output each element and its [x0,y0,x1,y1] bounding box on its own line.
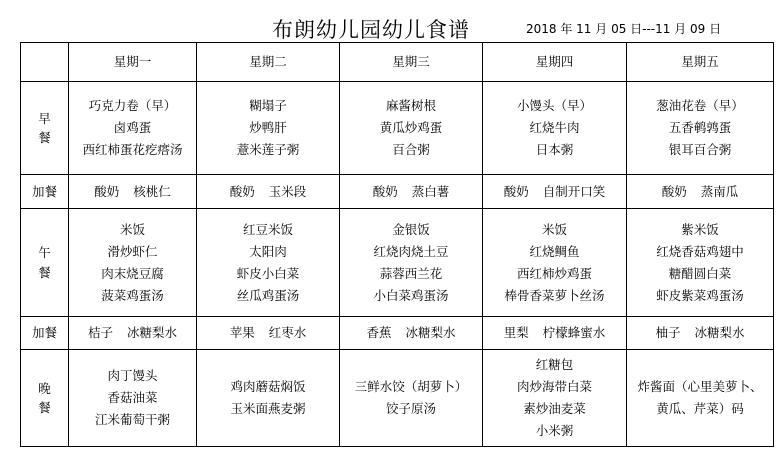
meal-row [21,82,774,175]
meal-label-cell [21,82,69,175]
meal-label: 加餐 [31,183,57,199]
menu-item: 黄瓜、芹菜）码 [656,401,744,416]
menu-item: 五香鹌鹑蛋 [668,120,732,135]
menu-item: 酸奶 [372,183,398,199]
menu-item: 银耳百合粥 [668,142,732,157]
menu-item: 饺子原汤 [385,401,436,416]
day-header: 星期三 [340,43,483,82]
menu-item: 卤鸡蛋 [113,120,152,135]
menu-item: 酸奶 [94,183,120,199]
menu-cell [483,82,627,175]
meal-label-cell [21,175,69,209]
menu-item: 麻酱树根 [385,98,436,113]
meal-label-cell [21,350,69,447]
menu-item: 虾皮紫菜鸡蛋汤 [656,287,744,303]
menu-cell [340,209,483,317]
menu-item: 蒸白薯 [411,183,450,199]
menu-item: 西红柿蛋花疙瘩汤 [82,142,183,157]
menu-table [20,42,774,447]
menu-item: 红豆米饭 [242,221,293,237]
menu-cell [627,209,774,317]
menu-cell [69,209,197,317]
menu-item: 鸡肉蘑菇焖饭 [230,379,306,394]
menu-item: 酸奶 [503,183,529,199]
date-range: 2018 年 11 月 05 日---11 月 09 日 [526,22,722,36]
menu-item: 红烧肉烧土豆 [373,243,449,259]
menu-cell [197,209,340,317]
menu-item: 香菇油菜 [107,390,158,405]
menu-item: 炸酱面（心里美萝卜、 [637,379,763,394]
menu-item: 玉米面燕麦粥 [230,401,306,416]
menu-item: 糖醋圆白菜 [668,265,732,281]
menu-cell [627,350,774,447]
menu-cell [197,350,340,447]
day-header: 星期一 [69,43,197,82]
menu-item: 柠檬蜂蜜水 [542,325,606,340]
menu-item: 紫米饭 [681,221,719,237]
menu-item: 小白菜鸡蛋汤 [373,287,449,303]
menu-cell [69,350,197,447]
menu-item: 小馒头（早） [516,98,592,113]
menu-item: 红枣水 [268,325,307,340]
menu-item: 里梨 [503,325,529,340]
menu-item: 薏米莲子粥 [236,142,300,157]
menu-item: 酸奶 [229,183,255,199]
menu-item: 冰糖梨水 [694,325,745,340]
menu-item: 虾皮小白菜 [236,265,300,281]
menu-cell [340,175,483,209]
menu-cell [483,317,627,350]
menu-cell [197,317,340,350]
menu-cell [69,175,197,209]
menu-item: 红烧香菇鸡翅中 [656,243,744,259]
meal-label: 午餐 [38,245,51,280]
menu-item: 三鲜水饺（胡萝卜） [354,379,468,394]
menu-item: 日本粥 [535,142,574,157]
menu-item: 滑炒虾仁 [107,243,158,259]
menu-item: 西红柿炒鸡蛋 [516,265,592,281]
menu-item: 酸奶 [661,183,687,199]
menu-item: 棒骨香菜萝卜丝汤 [504,287,605,303]
day-header: 星期二 [197,43,340,82]
menu-cell [197,82,340,175]
menu-cell [197,175,340,209]
menu-item: 蒸南瓜 [700,183,739,199]
menu-item: 核桃仁 [133,183,171,199]
menu-cell [340,317,483,350]
menu-item: 桔子 [87,325,113,340]
meal-label-cell [21,209,69,317]
menu-item: 百合粥 [392,142,430,157]
menu-item: 米饭 [119,221,145,237]
menu-cell [483,350,627,447]
menu-cell [340,350,483,447]
menu-item: 素炒油麦菜 [523,401,586,416]
menu-item: 红烧牛肉 [529,120,580,135]
menu-item: 巧克力卷（早） [88,98,177,113]
menu-cell [340,82,483,175]
menu-cell [69,82,197,175]
day-header: 星期五 [627,43,774,82]
menu-item: 炒鸭肝 [249,120,287,135]
menu-item: 香蕉 [366,325,392,340]
meal-row [21,317,774,350]
menu-item: 肉末烧豆腐 [101,265,164,281]
page-title: 布朗幼儿园幼儿食谱 [272,18,470,42]
menu-item: 苹果 [229,325,255,340]
menu-item: 糊塌子 [249,98,287,113]
menu-cell [627,175,774,209]
menu-item: 柚子 [655,325,681,340]
menu-item: 菠菜鸡蛋汤 [101,287,164,303]
menu-item: 红烧鲷鱼 [529,243,580,259]
menu-cell [627,82,774,175]
meal-label: 加餐 [31,325,57,341]
meal-label-cell [21,317,69,350]
menu-item: 太阳肉 [249,243,287,259]
meal-label: 晚餐 [38,380,51,415]
meal-row [21,350,774,447]
menu-item: 葱油花卷（早） [656,98,744,113]
menu-item: 黄瓜炒鸡蛋 [379,120,443,135]
menu-item: 蒜蓉西兰花 [379,265,443,281]
menu-item: 小米粥 [535,423,574,438]
day-header: 星期四 [483,43,627,82]
meal-row [21,175,774,209]
menu-item: 米饭 [541,221,567,237]
menu-item: 玉米段 [268,183,307,199]
menu-item: 肉丁馒头 [107,368,158,383]
menu-item: 冰糖梨水 [127,325,178,340]
menu-cell [483,175,627,209]
meal-row [21,209,774,317]
meal-label: 早餐 [38,110,51,145]
menu-item: 江米葡萄干粥 [94,412,170,427]
menu-item: 肉炒海带白菜 [516,379,592,394]
menu-item: 自制开口笑 [542,183,606,199]
menu-item: 金银饭 [392,221,430,237]
menu-item: 丝瓜鸡蛋汤 [236,287,300,303]
menu-cell [483,209,627,317]
menu-cell [69,317,197,350]
header-row [21,43,774,82]
corner-cell [21,43,69,82]
menu-cell [627,317,774,350]
menu-item: 冰糖梨水 [405,325,456,340]
menu-item: 红糖包 [535,357,574,372]
